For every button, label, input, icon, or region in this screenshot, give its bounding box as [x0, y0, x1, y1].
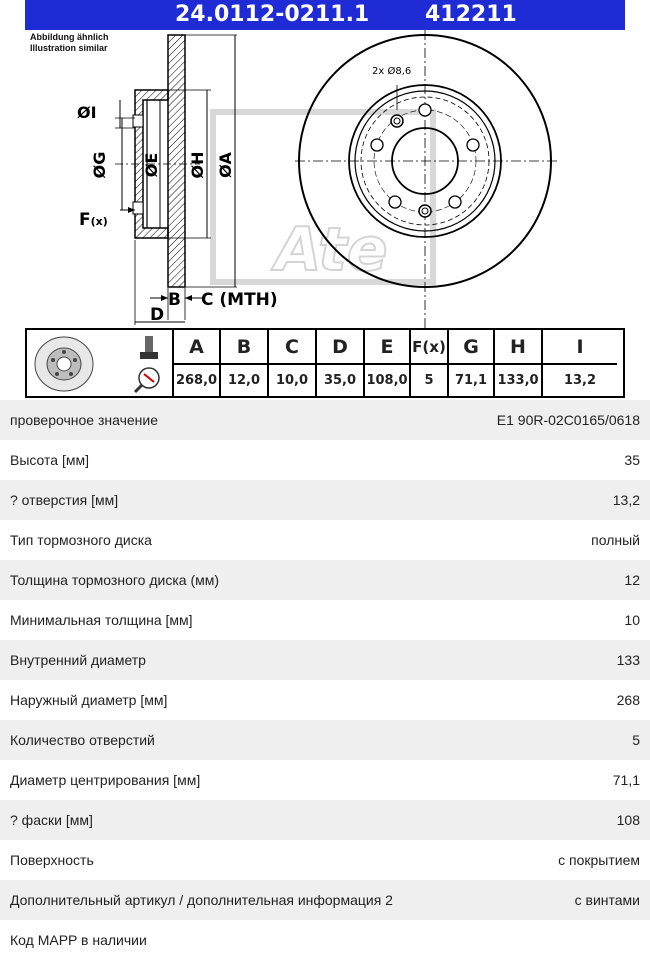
property-row [0, 880, 650, 920]
watermark-logo: Ate [275, 215, 388, 285]
spec-value: 108,0 [366, 373, 408, 388]
spec-column [411, 330, 449, 396]
spec-value: 5 [424, 373, 434, 388]
property-value: с винтами [574, 892, 640, 908]
label-f-main: F [79, 210, 91, 230]
spec-header: G [449, 330, 493, 365]
spec-thumbnail [27, 330, 174, 396]
note-line-en: Illustration similar [30, 43, 108, 53]
spec-column [269, 330, 317, 396]
property-label: Дополнительный артикул / дополнительная информация 2 [10, 892, 393, 908]
property-label: Поверхность [10, 852, 94, 868]
spec-header: A [174, 330, 219, 365]
property-row [0, 560, 650, 600]
property-label: Толщина тормозного диска (мм) [10, 572, 220, 588]
property-label: ? фаски [мм] [10, 812, 93, 828]
spec-header: H [495, 330, 541, 365]
spec-columns [174, 330, 623, 396]
torque-wrench-icon [135, 368, 159, 392]
property-label: Наружный диаметр [мм] [10, 692, 168, 708]
property-row [0, 760, 650, 800]
label-dia-a: ØA [216, 152, 235, 178]
disc-thumbnail-icon [35, 337, 93, 391]
property-label: Количество отверстий [10, 732, 155, 748]
property-row [0, 840, 650, 880]
property-label: Высота [мм] [10, 452, 89, 468]
spec-column [495, 330, 543, 396]
property-value: 12 [624, 572, 640, 588]
spec-column [221, 330, 269, 396]
property-value: 71,1 [612, 772, 640, 788]
spec-header: I [543, 330, 617, 365]
spec-value: 35,0 [323, 373, 357, 388]
property-row [0, 600, 650, 640]
bolt-hole [449, 196, 461, 208]
label-f-sub: (x) [90, 215, 108, 228]
property-row [0, 920, 650, 960]
property-value: с покрытием [558, 852, 640, 868]
property-row [0, 720, 650, 760]
property-label: ? отверстия [мм] [10, 492, 119, 508]
property-value: 10 [624, 612, 640, 628]
header-bar [25, 0, 625, 30]
spec-column [543, 330, 617, 396]
part-number: 24.0112-0211.1 [175, 2, 370, 27]
bolt-hole [371, 139, 383, 151]
property-label: проверочное значение [10, 412, 159, 428]
screw-hole [419, 205, 431, 217]
property-value: E1 90R-02C0165/0618 [496, 412, 640, 428]
property-label: Минимальная толщина [мм] [10, 612, 193, 628]
spec-header: C [269, 330, 315, 365]
property-value: 133 [616, 652, 640, 668]
property-row [0, 640, 650, 680]
label-dia-g: ØG [90, 151, 109, 179]
label-dia-e: ØE [142, 152, 161, 178]
properties-list [0, 400, 650, 960]
label-f [79, 210, 108, 230]
property-value: 13,2 [612, 492, 640, 508]
property-label: Тип тормозного диска [10, 532, 152, 548]
label-d: D [150, 305, 165, 325]
spec-value: 133,0 [497, 373, 539, 388]
spec-header: E [365, 330, 409, 365]
property-value: 5 [632, 732, 640, 748]
spec-value: 10,0 [275, 373, 309, 388]
property-label: Внутренний диаметр [10, 652, 146, 668]
property-row [0, 440, 650, 480]
property-row [0, 520, 650, 560]
spec-header: F(x) [411, 330, 447, 365]
property-value: 35 [624, 452, 640, 468]
spec-column [449, 330, 495, 396]
bolt-hole [467, 139, 479, 151]
spec-value: 268,0 [175, 373, 218, 388]
spec-value: 71,1 [454, 373, 488, 388]
property-row [0, 680, 650, 720]
note-line-de: Abbildung ähnlich [30, 32, 109, 42]
property-value: 268 [616, 692, 640, 708]
spec-table [25, 328, 625, 398]
screw-icon [140, 336, 158, 359]
label-holes: 2x Ø8,6 [372, 66, 412, 77]
product-code: 412211 [425, 2, 517, 27]
screw-hole [391, 115, 403, 127]
spec-column [365, 330, 411, 396]
label-dia-i: ØI [77, 103, 97, 122]
spec-value: 12,0 [227, 373, 261, 388]
bolt-hole [419, 104, 431, 116]
spec-column [174, 330, 221, 396]
property-row [0, 480, 650, 520]
technical-drawing [25, 30, 625, 328]
spec-header: B [221, 330, 267, 365]
property-value: 108 [616, 812, 640, 828]
property-label: Диаметр центрирования [мм] [10, 772, 201, 788]
label-dia-h: ØH [188, 151, 207, 179]
spec-header: D [317, 330, 363, 365]
label-c: C (MTH) [201, 290, 278, 310]
spec-column [317, 330, 365, 396]
property-row [0, 400, 650, 440]
property-value: полный [591, 532, 640, 548]
disc-friction-ring [168, 35, 185, 287]
bolt-hole [389, 196, 401, 208]
label-b: B [168, 290, 181, 310]
property-label: Код MAPP в наличии [10, 932, 147, 948]
property-row [0, 800, 650, 840]
spec-value: 13,2 [563, 373, 597, 388]
